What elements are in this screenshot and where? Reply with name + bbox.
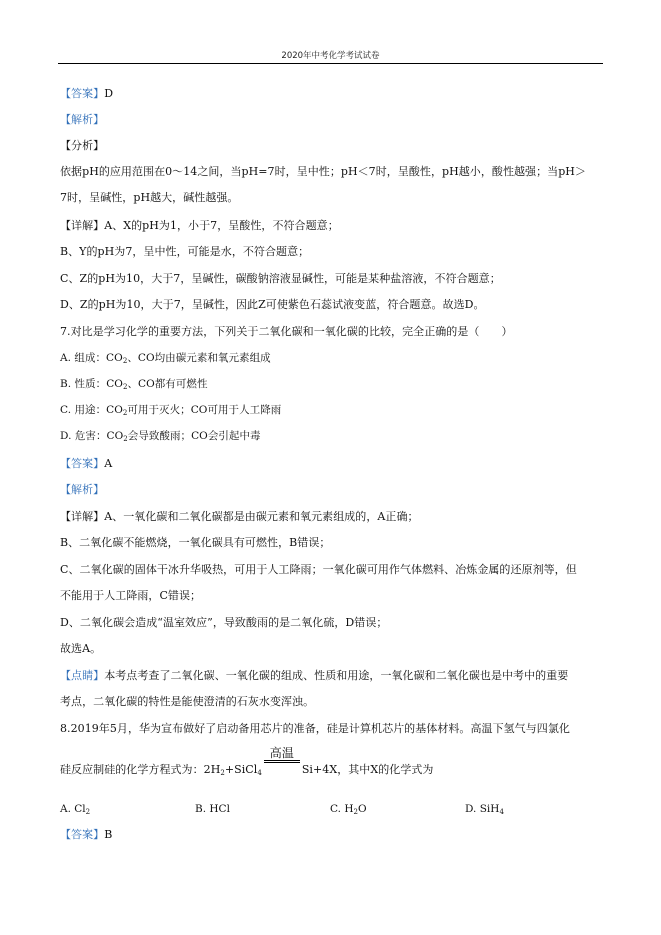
subscript: 2 <box>85 808 91 816</box>
eq-bar-bottom <box>264 762 300 763</box>
option-d-post: 会导致酸雨；CO会引起中毒 <box>127 430 261 442</box>
option-c-post: O <box>357 803 367 815</box>
option-c-post: 可用于灭火；CO可用于人工降雨 <box>127 404 282 416</box>
reaction-arrow <box>262 746 302 777</box>
q7-dianjing-1 <box>60 668 615 683</box>
q8-option-d <box>465 802 504 819</box>
header-rule <box>58 63 603 64</box>
q8-stem-2 <box>60 746 615 781</box>
answer-value: D <box>104 87 114 100</box>
q6-fenxi-line <box>60 138 615 153</box>
q7-detail-c-1: C、二氧化碳的固体干冰升华吸热，可用于人工降雨；一氧化碳可用作气体燃料、冶炼金属的还原剂等，但 <box>60 563 577 576</box>
subscript: 4 <box>257 769 262 777</box>
subscript: 4 <box>499 808 504 816</box>
q6-detail-d: D、Z的pH为10，大于7，呈碱性，因此Z可使紫色石蕊试液变蓝，符合题意。故选D。 <box>60 298 485 311</box>
detail-tag: 【详解】 <box>60 219 105 232</box>
q7-detail-b: B、二氧化碳不能燃烧，一氧化碳具有可燃性，B错误； <box>60 536 331 549</box>
subscript: 2 <box>353 808 358 816</box>
q6-analysis-line <box>60 112 615 127</box>
option-b-text: B. HCl <box>195 803 230 815</box>
stem2-pre: 硅反应制硅的化学方程式为：2H <box>60 763 221 776</box>
q7-option-d <box>60 429 615 447</box>
detail-a-text: A、X的pH为1，小于7，呈酸性，不符合题意； <box>104 219 339 232</box>
option-c-pre: C. 用途：CO <box>60 404 123 416</box>
analysis-tag: 【解析】 <box>60 483 105 496</box>
q7-detail-c-2: 不能用于人工降雨，C错误； <box>60 589 202 602</box>
option-b-pre: B. 性质：CO <box>60 378 123 390</box>
answer-value: A <box>104 457 113 470</box>
q7-option-c <box>60 403 615 421</box>
option-d-pre: D. 危害：CO <box>60 430 124 442</box>
q8-option-b <box>195 802 230 816</box>
q8-stem-1: 8.2019年5月，华为宣布做好了启动备用芯片的准备，硅是计算机芯片的基体材料。高温下氢气与四氯化 <box>60 722 570 735</box>
option-a-text: A. Cl <box>60 803 86 815</box>
q6-detail-c: C、Z的pH为10，大于7，呈碱性，碳酸钠溶液显碱性，可能是某种盐溶液，不符合题意； <box>60 272 501 285</box>
option-c-text: C. H <box>330 803 354 815</box>
q8-answer-line <box>60 827 615 842</box>
eq-bar-top <box>264 760 300 761</box>
reaction-condition: 高温 <box>269 746 294 760</box>
answer-tag: 【答案】 <box>60 828 105 841</box>
stem2-after: Si+4X，其中X的化学式为 <box>301 763 434 776</box>
option-d-text: D. SiH <box>465 803 500 815</box>
detail-tag: 【详解】 <box>60 510 105 523</box>
q7-conclusion: 故选A。 <box>60 642 102 655</box>
dianjing-text-1: 本考点考查了二氧化碳、一氧化碳的组成、性质和用途，一氧化碳和二氧化碳也是中考中的重要 <box>104 669 569 682</box>
option-b-post: 、CO都有可燃性 <box>127 378 208 390</box>
q8-option-c <box>330 802 367 819</box>
fenxi-tag: 【分析】 <box>60 139 105 152</box>
q6-fenxi-text-2: 7时，呈碱性，pH越大，碱性越强。 <box>60 191 239 204</box>
q7-dianjing-2: 考点，二氧化碳的特性是能使澄清的石灰水变浑浊。 <box>60 695 315 708</box>
analysis-tag: 【解析】 <box>60 113 105 126</box>
detail-a-text: A、一氧化碳和二氧化碳都是由碳元素和氧元素组成的，A正确； <box>104 510 419 523</box>
q7-option-b <box>60 377 615 395</box>
stem2-mid: +SiCl <box>224 763 258 776</box>
subscript: 2 <box>122 383 128 391</box>
q7-stem: 7.对比是学习化学的重要方法，下列关于二氧化碳和一氧化碳的比较，完全正确的是（ ） <box>60 325 513 338</box>
page-header: 2020年中考化学考试试卷 <box>281 51 380 61</box>
subscript: 2 <box>122 409 128 417</box>
q6-detail-b: B、Y的pH为7，呈中性，可能是水，不符合题意； <box>60 245 310 258</box>
subscript: 2 <box>220 769 225 777</box>
option-a-pre: A. 组成：CO <box>60 352 123 364</box>
dianjing-tag: 【点睛】 <box>60 669 105 682</box>
answer-tag: 【答案】 <box>60 87 105 100</box>
answer-value: B <box>104 828 113 841</box>
answer-tag: 【答案】 <box>60 457 105 470</box>
option-a-post: 、CO均由碳元素和氧元素组成 <box>127 352 271 364</box>
q6-detail-a <box>60 218 615 233</box>
q8-option-a <box>60 802 90 819</box>
q7-detail-a <box>60 509 615 524</box>
subscript: 2 <box>122 357 128 365</box>
q7-analysis-line <box>60 482 615 497</box>
q7-detail-d: D、二氧化碳会造成“温室效应”，导致酸雨的是二氧化硫，D错误； <box>60 616 388 629</box>
q7-answer-line <box>60 456 615 471</box>
q7-option-a <box>60 351 615 369</box>
q6-fenxi-text-1: 依据pH的应用范围在0～14之间，当pH=7时，呈中性；pH＜7时，呈酸性，pH越小，酸性越强；当pH＞ <box>60 165 586 178</box>
subscript: 2 <box>123 435 128 443</box>
q6-answer-line <box>60 86 615 101</box>
